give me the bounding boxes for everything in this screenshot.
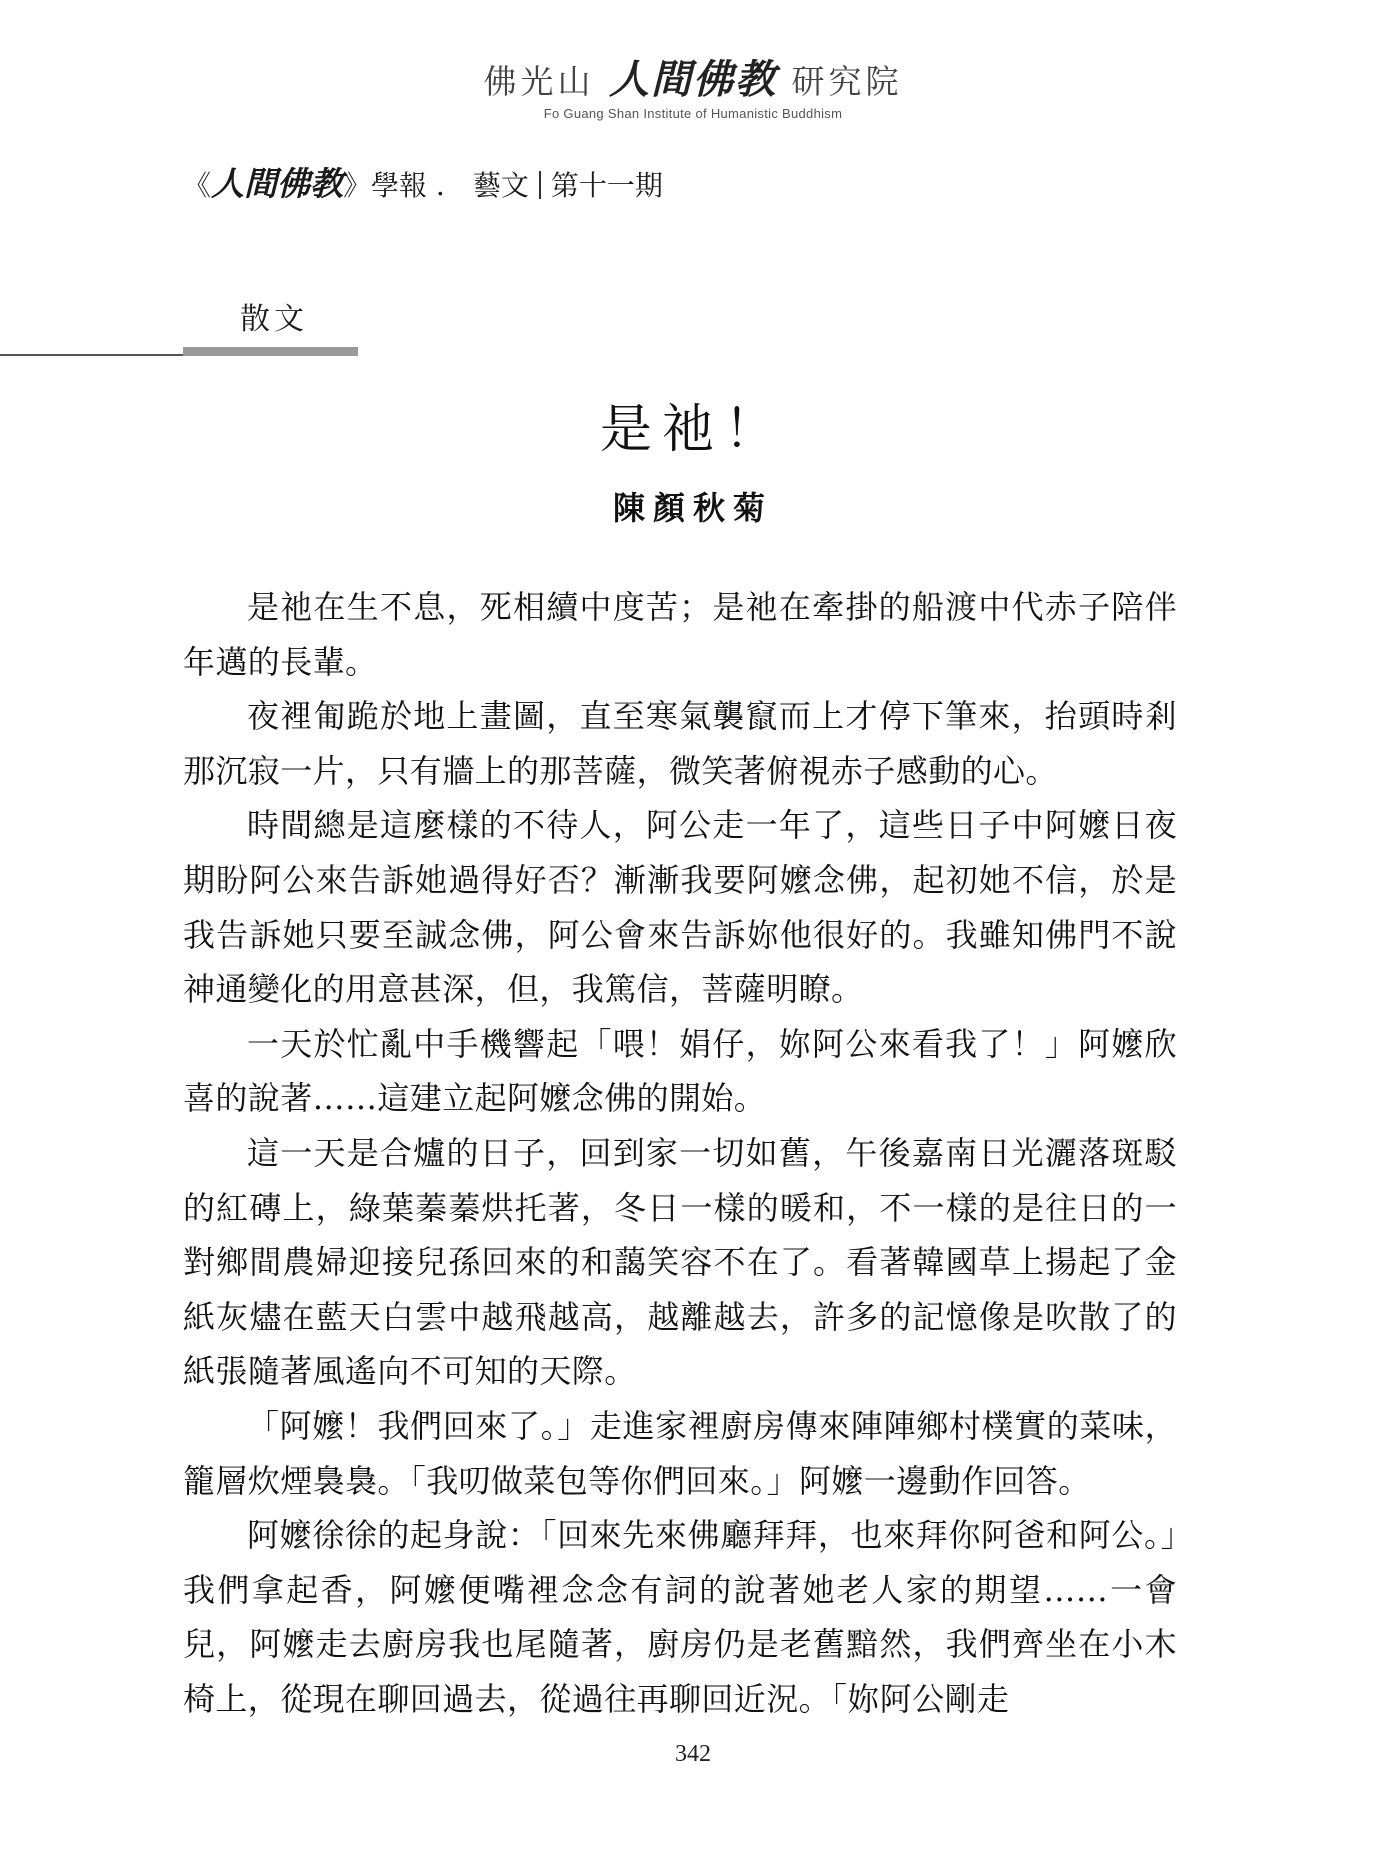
body-paragraph: 「阿嬤！我們回來了。」走進家裡廚房傳來陣陣鄉村樸實的菜味，籠層炊煙裊裊。「我叨做菜包等你們回來。」阿嬤一邊動作回答。 [183,1406,1177,1500]
journal-open-bracket: 《 [183,169,212,202]
section-label: 散文 [240,302,308,337]
page-number: 342 [675,1741,711,1767]
body-paragraph: 一天於忙亂中手機響起「喂！娟仔，妳阿公來看我了！」阿嬤欣喜的說著……這建立起阿嬤念佛的開始。 [183,1024,1177,1118]
article-title: 是祂！ [599,400,786,460]
journal-section: 藝文 [472,169,529,202]
section-rule-accent [183,347,358,356]
body-paragraph: 時間總是這麼樣的不待人，阿公走一年了，這些日子中阿嬤日夜期盼阿公來告訴她過得好否？漸漸我要阿嬤念佛，起初她不信，於是我告訴她只要至誠念佛，阿公會來告訴妳他很好的。我雖知佛門不說神通變化的用意甚深，但，我篤信，菩薩明瞭。 [183,806,1177,1009]
journal-running-head [183,164,663,206]
journal-close-bracket: 》 [343,169,372,202]
institute-prefix: 佛光山 [483,62,595,101]
institute-name [0,58,1386,104]
journal-type: 學報 [371,169,428,202]
journal-divider [539,171,541,199]
body-paragraph: 阿嬤徐徐的起身說：「回來先來佛廳拜拜，也來拜你阿爸和阿公。」我們拿起香，阿嬤便嘴裡念念有詞的說著她老人家的期望……一會兒，阿嬤走去廚房我也尾隨著，廚房仍是老舊黯然，我們齊坐在小木椅上，從現在聊回過去，從過往再聊回近況。「妳阿公剛走 [183,1516,1177,1718]
journal-issue: 第十一期 [550,169,663,202]
article-body [183,580,1177,1726]
article-author: 陳顏秋菊 [612,489,773,527]
institute-english-name: Fo Guang Shan Institute of Humanistic Buddhism [543,106,843,121]
body-paragraph: 這一天是合爐的日子，回到家一切如舊，午後嘉南日光灑落斑駁的紅磚上，綠葉蓁蓁烘托著，冬日一樣的暖和，不一樣的是往日的一對鄉間農婦迎接兒孫回來的和藹笑容不在了。看著韓國草上揚起了金紙灰燼在藍天白雲中越飛越高，越離越去，許多的記憶像是吹散了的紙張隨著風遙向不可知的天際。 [183,1133,1177,1391]
journal-dot: ． [435,169,464,202]
body-paragraph: 夜裡匍跪於地上畫圖，直至寒氣襲竄而上才停下筆來，抬頭時剎那沉寂一片，只有牆上的那菩薩，微笑著俯視赤子感動的心。 [183,697,1177,790]
body-paragraph: 是祂在生不息，死相續中度苦；是祂在牽掛的船渡中代赤子陪伴年邁的長輩。 [183,588,1177,681]
institute-script-logo: 人間佛教 [609,56,777,103]
institute-suffix: 研究院 [791,62,903,101]
institute-masthead [0,58,1386,121]
journal-name: 人間佛教 [211,164,344,203]
